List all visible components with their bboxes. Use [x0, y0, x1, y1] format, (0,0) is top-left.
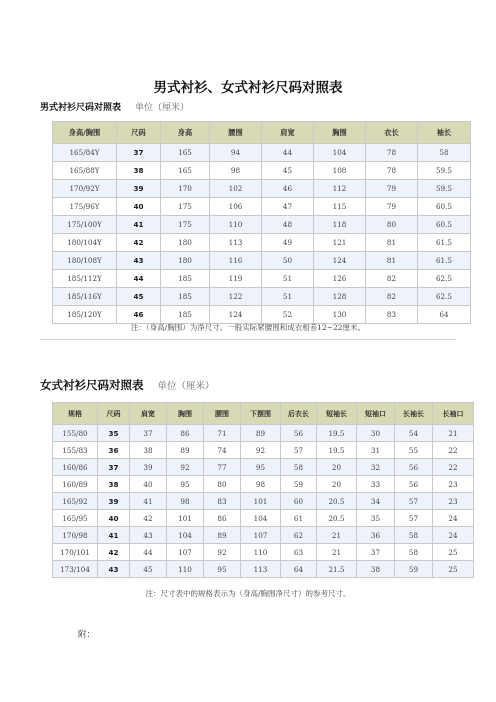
- table-cell: 124: [210, 306, 262, 324]
- table-cell: 173/104: [53, 561, 98, 578]
- table-cell: 58: [395, 527, 433, 544]
- table-cell: 25: [433, 561, 474, 578]
- column-header: 尺码: [98, 403, 130, 425]
- column-header: 长袖长: [395, 403, 433, 425]
- size-cell: 46: [117, 306, 161, 324]
- column-header: 腰围: [204, 403, 241, 425]
- column-header: 肩宽: [130, 403, 167, 425]
- column-header: 下摆围: [241, 403, 281, 425]
- men-table-body: [53, 144, 471, 324]
- table-cell: 60.5: [418, 198, 471, 216]
- men-header-row: [53, 122, 471, 144]
- table-cell: 170: [161, 180, 210, 198]
- table-cell: 113: [241, 561, 281, 578]
- table-cell: 31: [357, 442, 395, 459]
- table-cell: 64: [418, 306, 471, 324]
- table-cell: 21: [317, 527, 357, 544]
- size-cell: 45: [117, 288, 161, 306]
- column-header: 短袖长: [317, 403, 357, 425]
- table-cell: 52: [262, 306, 314, 324]
- table-cell: 165/95: [53, 510, 98, 527]
- men-section-header: [40, 100, 189, 113]
- size-cell: 37: [117, 144, 161, 162]
- table-cell: 165: [161, 162, 210, 180]
- table-cell: 180/104Y: [53, 234, 117, 252]
- table-cell: 22: [433, 442, 474, 459]
- table-cell: 39: [130, 459, 167, 476]
- table-cell: 71: [204, 425, 241, 442]
- women-unit-label: 单位（厘米）: [157, 381, 215, 392]
- table-cell: 112: [314, 180, 366, 198]
- table-row: [53, 234, 471, 252]
- table-cell: 49: [262, 234, 314, 252]
- table-cell: 165: [161, 144, 210, 162]
- column-header: 身高: [161, 122, 210, 144]
- table-cell: 185/116Y: [53, 288, 117, 306]
- column-header: 身高/胸围: [53, 122, 117, 144]
- table-cell: 23: [433, 493, 474, 510]
- table-cell: 92: [241, 442, 281, 459]
- table-cell: 77: [204, 459, 241, 476]
- size-cell: 40: [98, 510, 130, 527]
- table-cell: 44: [130, 544, 167, 561]
- table-cell: 78: [366, 162, 418, 180]
- table-cell: 101: [241, 493, 281, 510]
- table-cell: 58: [418, 144, 471, 162]
- table-cell: 50: [262, 252, 314, 270]
- column-header: 胸围: [167, 403, 204, 425]
- table-cell: 110: [210, 216, 262, 234]
- table-cell: 59.5: [418, 162, 471, 180]
- table-cell: 61.5: [418, 252, 471, 270]
- table-cell: 92: [204, 544, 241, 561]
- table-cell: 185: [161, 306, 210, 324]
- column-header: 规格: [53, 403, 98, 425]
- table-cell: 36: [357, 527, 395, 544]
- men-unit-label: 单位（厘米）: [135, 103, 190, 113]
- table-cell: 165/88Y: [53, 162, 117, 180]
- column-header: 衣长: [366, 122, 418, 144]
- table-cell: 165/84Y: [53, 144, 117, 162]
- table-cell: 44: [262, 144, 314, 162]
- women-note: 注：尺寸表中的规格表示为（身高/胸围净尺寸）的参考尺寸。: [145, 589, 351, 598]
- table-cell: 78: [366, 144, 418, 162]
- table-cell: 115: [314, 198, 366, 216]
- table-cell: 57: [281, 442, 317, 459]
- table-row: [53, 442, 474, 459]
- size-cell: 38: [117, 162, 161, 180]
- size-cell: 43: [117, 252, 161, 270]
- table-cell: 62: [281, 527, 317, 544]
- table-row: [53, 306, 471, 324]
- table-cell: 21: [317, 544, 357, 561]
- table-cell: 21.5: [317, 561, 357, 578]
- table-cell: 59: [395, 561, 433, 578]
- column-header: 后衣长: [281, 403, 317, 425]
- table-row: [53, 425, 474, 442]
- table-cell: 30: [357, 425, 395, 442]
- table-cell: 56: [281, 425, 317, 442]
- table-cell: 170/92Y: [53, 180, 117, 198]
- table-cell: 40: [130, 476, 167, 493]
- table-cell: 21: [433, 425, 474, 442]
- table-cell: 34: [357, 493, 395, 510]
- size-cell: 40: [117, 198, 161, 216]
- table-cell: 101: [167, 510, 204, 527]
- table-cell: 170/98: [53, 527, 98, 544]
- size-cell: 35: [98, 425, 130, 442]
- table-row: [53, 180, 471, 198]
- table-cell: 56: [395, 459, 433, 476]
- table-cell: 89: [167, 442, 204, 459]
- table-cell: 124: [314, 252, 366, 270]
- table-cell: 59.5: [418, 180, 471, 198]
- women-size-table: [52, 402, 474, 578]
- table-cell: 22: [433, 459, 474, 476]
- table-row: [53, 144, 471, 162]
- table-cell: 20.5: [317, 510, 357, 527]
- size-cell: 42: [117, 234, 161, 252]
- table-cell: 94: [210, 144, 262, 162]
- table-cell: 58: [395, 544, 433, 561]
- table-cell: 37: [357, 544, 395, 561]
- table-cell: 60.5: [418, 216, 471, 234]
- size-cell: 41: [117, 216, 161, 234]
- page-title: 男式衬衫、女式衬衫尺码对照表: [153, 80, 343, 96]
- table-row: [53, 252, 471, 270]
- table-cell: 175: [161, 198, 210, 216]
- table-cell: 180: [161, 234, 210, 252]
- size-cell: 38: [98, 476, 130, 493]
- size-cell: 43: [98, 561, 130, 578]
- table-cell: 165/92: [53, 493, 98, 510]
- table-cell: 47: [262, 198, 314, 216]
- size-cell: 39: [98, 493, 130, 510]
- table-cell: 113: [210, 234, 262, 252]
- table-cell: 122: [210, 288, 262, 306]
- section-divider: [40, 339, 456, 340]
- men-table-heading: 男式衬衫尺码对照表: [40, 103, 122, 113]
- table-row: [53, 459, 474, 476]
- table-cell: 45: [130, 561, 167, 578]
- women-section-header: [40, 377, 215, 393]
- table-cell: 180/108Y: [53, 252, 117, 270]
- table-cell: 86: [204, 510, 241, 527]
- table-cell: 83: [366, 306, 418, 324]
- table-cell: 25: [433, 544, 474, 561]
- table-row: [53, 544, 474, 561]
- table-cell: 56: [395, 476, 433, 493]
- size-cell: 44: [117, 270, 161, 288]
- table-cell: 95: [241, 459, 281, 476]
- table-cell: 160/89: [53, 476, 98, 493]
- table-cell: 89: [241, 425, 281, 442]
- table-cell: 104: [241, 510, 281, 527]
- table-cell: 80: [204, 476, 241, 493]
- table-cell: 43: [130, 527, 167, 544]
- table-cell: 63: [281, 544, 317, 561]
- women-table-heading: 女式衬衫尺码对照表: [40, 378, 144, 392]
- table-cell: 45: [262, 162, 314, 180]
- table-cell: 110: [167, 561, 204, 578]
- column-header: 袖长: [418, 122, 471, 144]
- table-cell: 104: [314, 144, 366, 162]
- column-header: 肩宽: [262, 122, 314, 144]
- women-header-row: [53, 403, 474, 425]
- size-cell: 39: [117, 180, 161, 198]
- table-cell: 57: [395, 510, 433, 527]
- table-cell: 57: [395, 493, 433, 510]
- table-cell: 89: [204, 527, 241, 544]
- table-cell: 128: [314, 288, 366, 306]
- table-cell: 58: [281, 459, 317, 476]
- column-header: 胸围: [314, 122, 366, 144]
- women-table-body: [53, 425, 474, 578]
- table-cell: 104: [167, 527, 204, 544]
- table-cell: 116: [210, 252, 262, 270]
- size-cell: 42: [98, 544, 130, 561]
- table-cell: 55: [395, 442, 433, 459]
- table-row: [53, 270, 471, 288]
- appendix-label: 附：: [78, 630, 96, 640]
- table-cell: 119: [210, 270, 262, 288]
- table-cell: 42: [130, 510, 167, 527]
- table-cell: 33: [357, 476, 395, 493]
- table-cell: 46: [262, 180, 314, 198]
- size-cell: 37: [98, 459, 130, 476]
- table-cell: 95: [167, 476, 204, 493]
- column-header: 短袖口: [357, 403, 395, 425]
- men-size-table: [52, 121, 471, 324]
- table-cell: 170/101: [53, 544, 98, 561]
- table-cell: 106: [210, 198, 262, 216]
- table-cell: 185: [161, 270, 210, 288]
- table-cell: 98: [210, 162, 262, 180]
- table-cell: 82: [366, 288, 418, 306]
- table-cell: 74: [204, 442, 241, 459]
- table-cell: 64: [281, 561, 317, 578]
- table-cell: 81: [366, 252, 418, 270]
- table-cell: 19.5: [317, 425, 357, 442]
- table-cell: 20: [317, 476, 357, 493]
- column-header: 长袖口: [433, 403, 474, 425]
- table-cell: 107: [167, 544, 204, 561]
- table-cell: 41: [130, 493, 167, 510]
- table-cell: 20.5: [317, 493, 357, 510]
- table-cell: 185/112Y: [53, 270, 117, 288]
- table-cell: 20: [317, 459, 357, 476]
- table-row: [53, 216, 471, 234]
- table-cell: 51: [262, 288, 314, 306]
- table-row: [53, 162, 471, 180]
- table-cell: 54: [395, 425, 433, 442]
- table-cell: 185/120Y: [53, 306, 117, 324]
- table-cell: 61.5: [418, 234, 471, 252]
- table-row: [53, 527, 474, 544]
- table-cell: 126: [314, 270, 366, 288]
- table-cell: 185: [161, 288, 210, 306]
- table-cell: 175/100Y: [53, 216, 117, 234]
- table-row: [53, 476, 474, 493]
- table-cell: 102: [210, 180, 262, 198]
- table-cell: 155/80: [53, 425, 98, 442]
- table-cell: 82: [366, 270, 418, 288]
- table-cell: 38: [357, 561, 395, 578]
- table-cell: 51: [262, 270, 314, 288]
- table-cell: 92: [167, 459, 204, 476]
- column-header: 尺码: [117, 122, 161, 144]
- table-cell: 175: [161, 216, 210, 234]
- table-cell: 86: [167, 425, 204, 442]
- table-cell: 160/86: [53, 459, 98, 476]
- table-row: [53, 198, 471, 216]
- table-row: [53, 288, 471, 306]
- table-cell: 59: [281, 476, 317, 493]
- table-cell: 24: [433, 510, 474, 527]
- table-cell: 95: [204, 561, 241, 578]
- table-cell: 118: [314, 216, 366, 234]
- table-cell: 79: [366, 180, 418, 198]
- table-cell: 60: [281, 493, 317, 510]
- table-cell: 108: [314, 162, 366, 180]
- men-note: 注：（身高/胸围）为净尺寸。一般实际紧腰围和成衣相差12~22厘米。: [130, 323, 366, 332]
- table-cell: 107: [241, 527, 281, 544]
- table-cell: 98: [167, 493, 204, 510]
- size-cell: 36: [98, 442, 130, 459]
- table-cell: 62.5: [418, 270, 471, 288]
- table-cell: 79: [366, 198, 418, 216]
- table-cell: 180: [161, 252, 210, 270]
- table-cell: 48: [262, 216, 314, 234]
- table-cell: 130: [314, 306, 366, 324]
- table-cell: 155/83: [53, 442, 98, 459]
- size-cell: 41: [98, 527, 130, 544]
- table-cell: 81: [366, 234, 418, 252]
- table-cell: 110: [241, 544, 281, 561]
- table-cell: 32: [357, 459, 395, 476]
- table-row: [53, 561, 474, 578]
- table-cell: 83: [204, 493, 241, 510]
- table-row: [53, 493, 474, 510]
- table-cell: 19.5: [317, 442, 357, 459]
- table-cell: 35: [357, 510, 395, 527]
- table-cell: 80: [366, 216, 418, 234]
- table-row: [53, 510, 474, 527]
- table-cell: 175/96Y: [53, 198, 117, 216]
- table-cell: 98: [241, 476, 281, 493]
- column-header: 腰围: [210, 122, 262, 144]
- table-cell: 121: [314, 234, 366, 252]
- table-cell: 23: [433, 476, 474, 493]
- table-cell: 38: [130, 442, 167, 459]
- table-cell: 24: [433, 527, 474, 544]
- table-cell: 37: [130, 425, 167, 442]
- table-cell: 62.5: [418, 288, 471, 306]
- table-cell: 61: [281, 510, 317, 527]
